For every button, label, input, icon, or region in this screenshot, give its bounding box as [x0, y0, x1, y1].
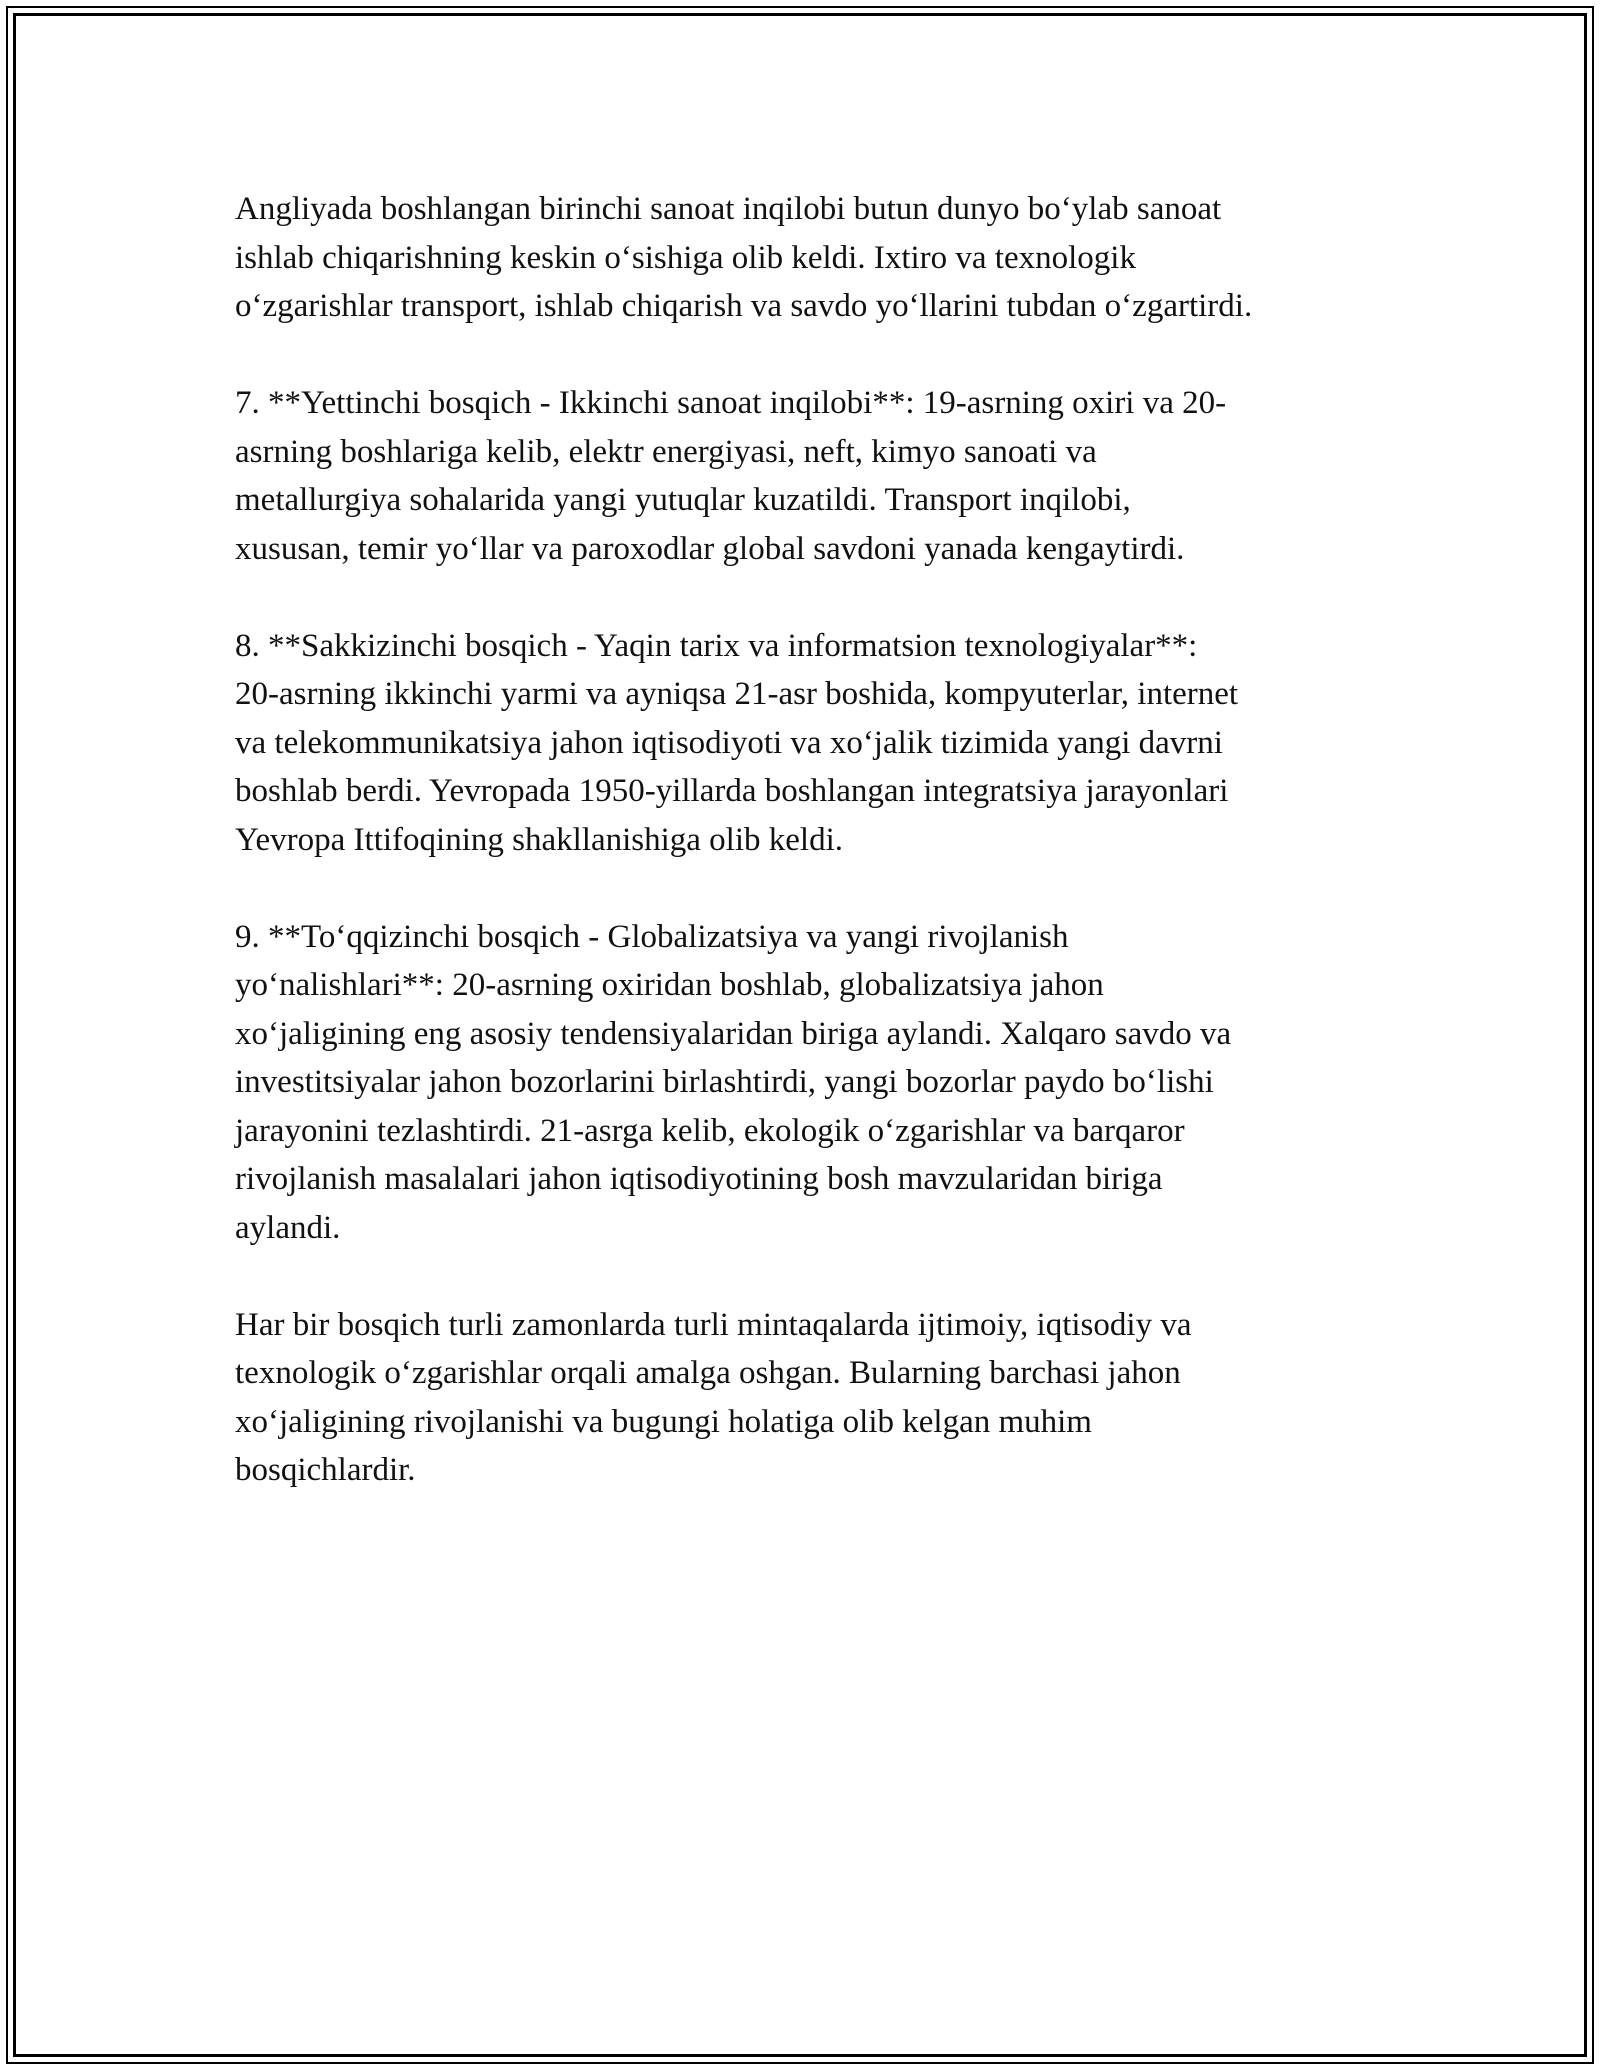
document-body	[235, 185, 1395, 1543]
paragraph-intro: Angliyada boshlangan birinchi sanoat inqilobi butun dunyo bo‘ylab sanoat ishlab chiqarishning keskin o‘sishiga olib keldi. Ixtiro va texnologik o‘zgarishlar transport, ishlab chiqarish va savdo yo‘llarini tubdan o‘zgartirdi.	[235, 191, 1253, 324]
paragraph-stage-7: 7. **Yettinchi bosqich - Ikkinchi sanoat inqilobi**: 19-asrning oxiri va 20- asrning boshlariga kelib, elektr energiyasi, neft, kimyo sanoati va metallurgiya sohalarida yangi yutuqlar kuzatildi. Transport inqilobi, xususan, temir yo‘llar va paroxodlar global savdoni yanada kengaytirdi.	[235, 385, 1227, 567]
paragraph-conclusion: Har bir bosqich turli zamonlarda turli mintaqalarda ijtimoiy, iqtisodiy va texnologik o‘zgarishlar orqali amalga oshgan. Bularning barchasi jahon xo‘jaligining rivojlanishi va bugungi holatiga olib kelgan muhim bosqichlardir.	[235, 1306, 1192, 1488]
paragraph-stage-9: 9. **To‘qqizinchi bosqich - Globalizatsiya va yangi rivojlanish yo‘nalishlari**: 20-asrning oxiridan boshlab, globalizatsiya jahon xo‘jaligining eng asosiy tendensiyalaridan biriga aylandi. Xalqaro savdo va investitsiyalar jahon bozorlarini birlashtirdi, yangi bozorlar paydo bo‘lishi jarayonini tezlashtirdi. 21-asrga kelib, ekologik o‘zgarishlar va barqaror rivojlanish masalalari jahon iqtisodiyotining bosh mavzularidan biriga aylandi.	[235, 918, 1232, 1246]
paragraph-stage-8: 8. **Sakkizinchi bosqich - Yaqin tarix va informatsion texnologiyalar**: 20-asrning ikkinchi yarmi va ayniqsa 21-asr boshida, kompyuterlar, internet va telekommunikatsiya jahon iqtisodiyoti va xo‘jalik tizimida yangi davrni boshlab berdi. Yevropada 1950-yillarda boshlangan integratsiya jarayonlari Yevropa Ittifoqining shakllanishiga olib keldi.	[235, 627, 1239, 858]
